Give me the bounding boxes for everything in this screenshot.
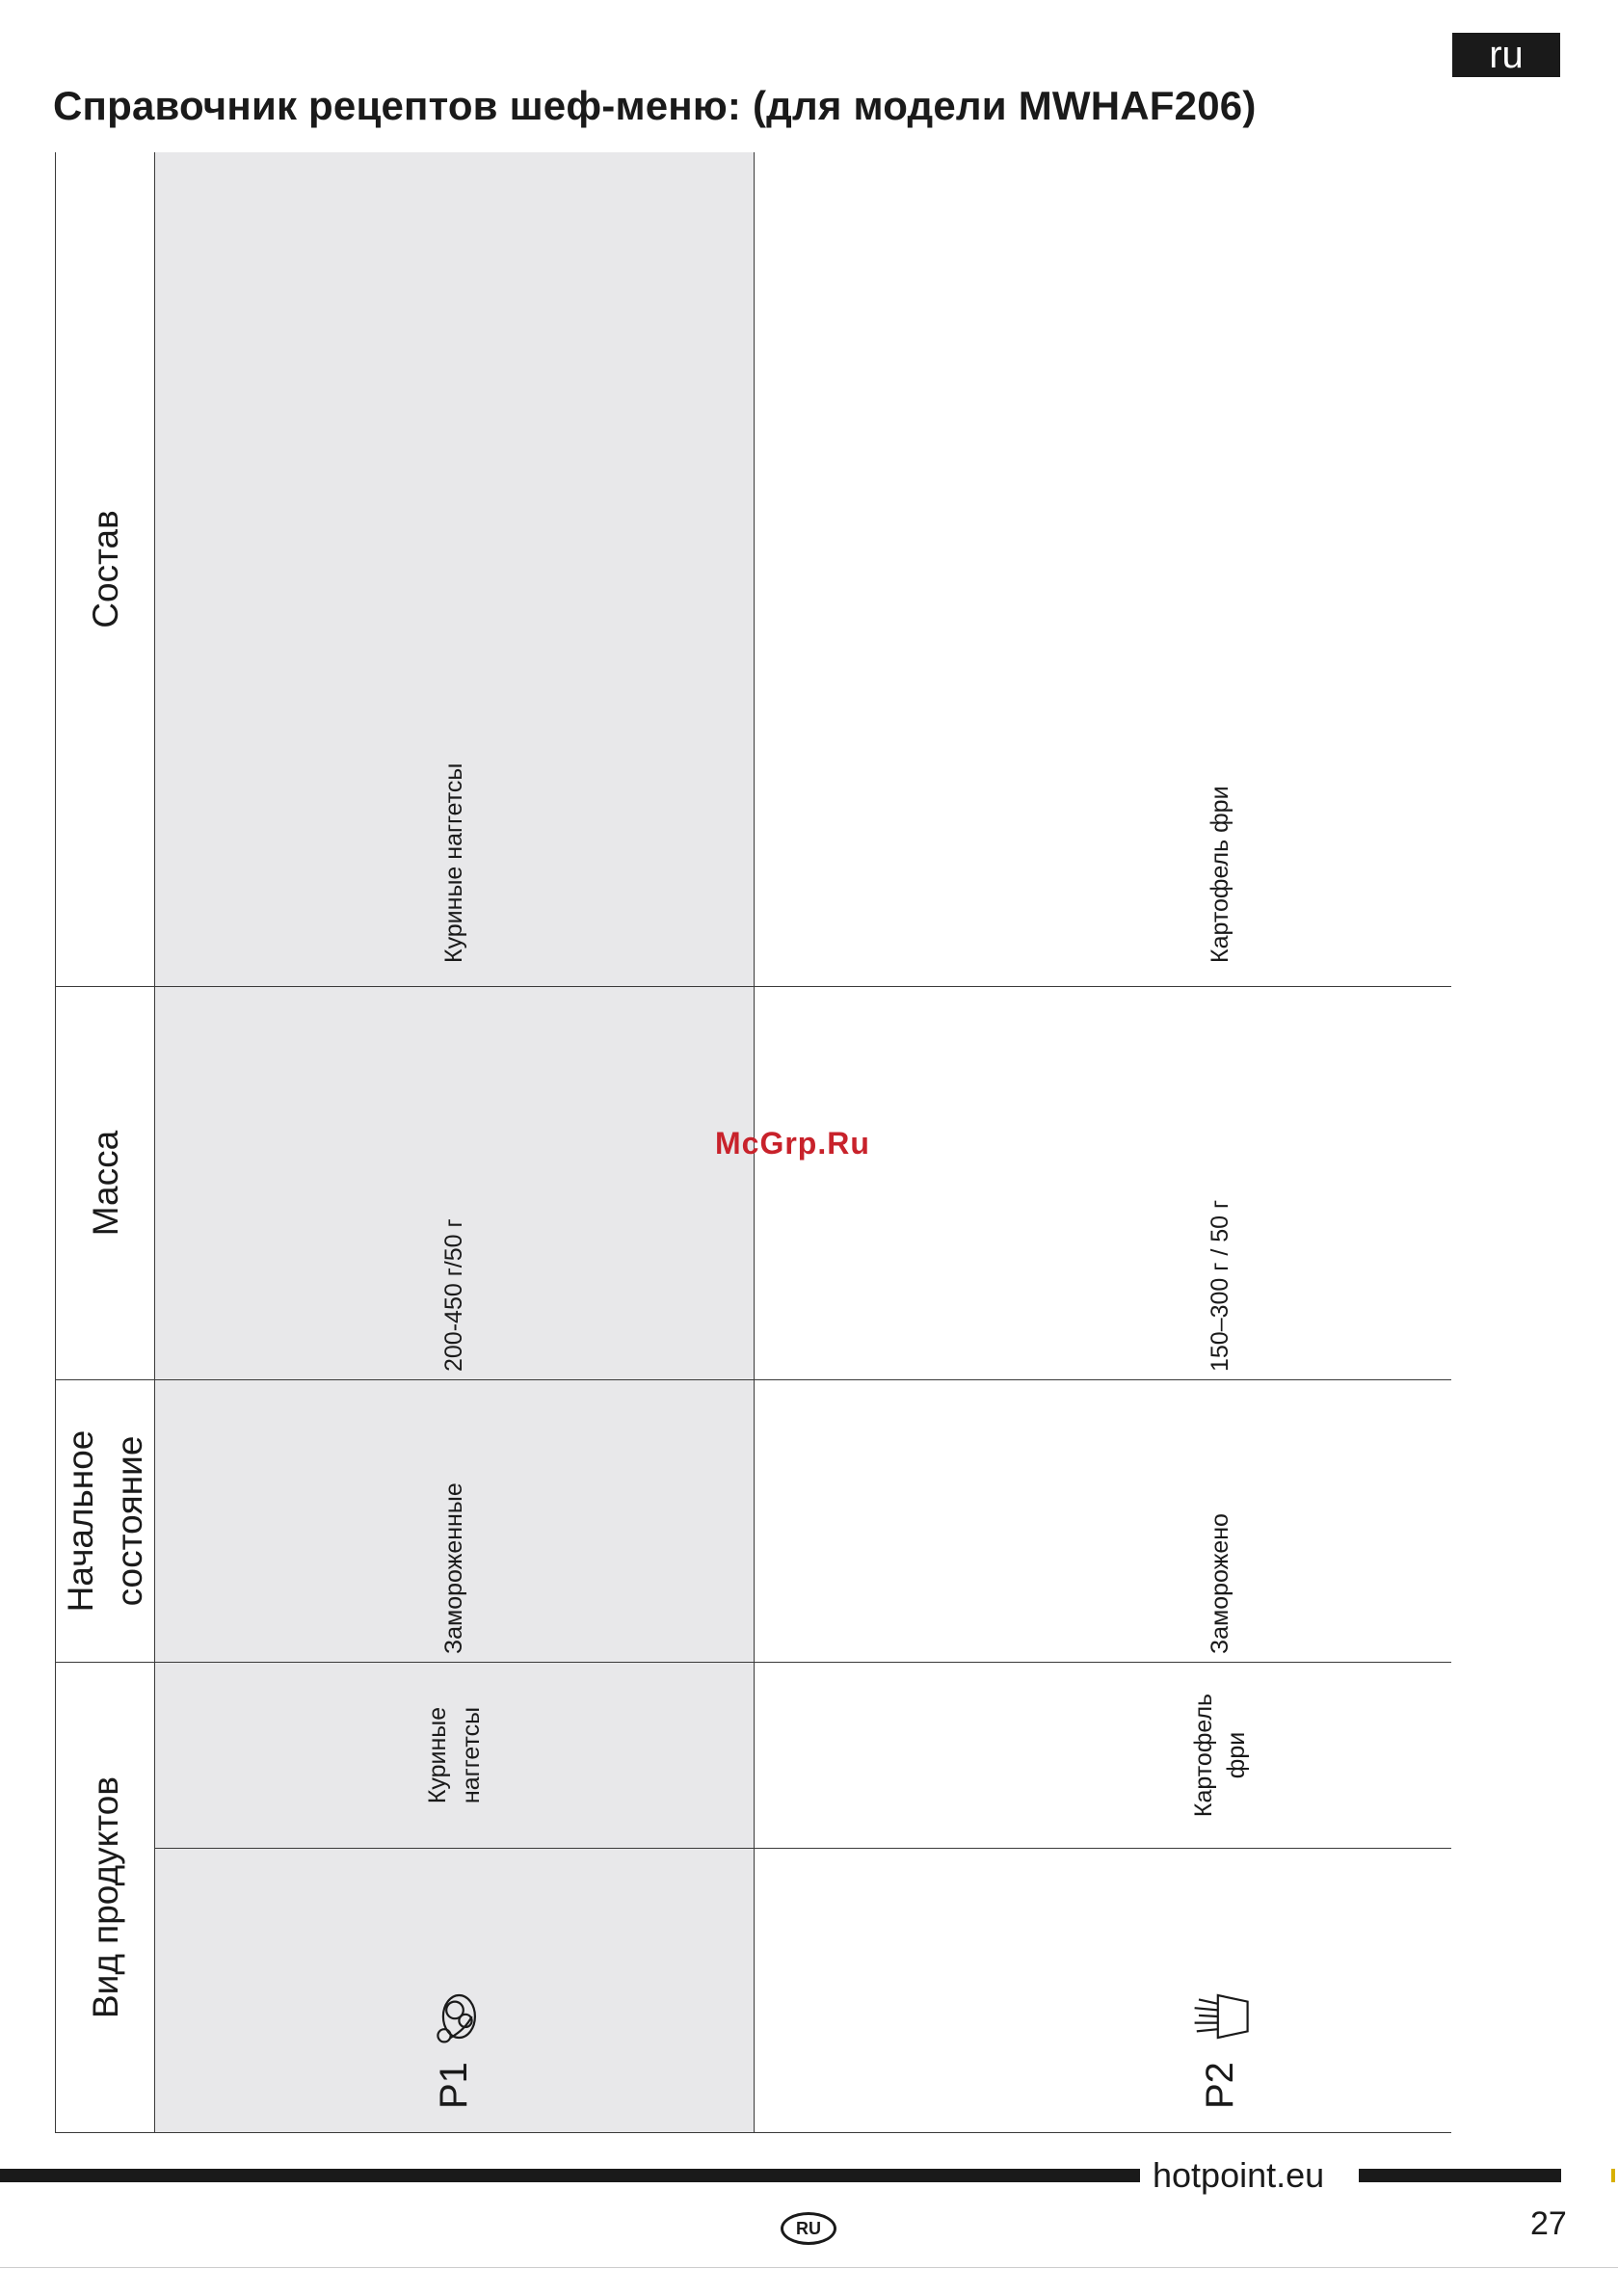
page-edge-line [0, 2267, 1618, 2268]
chicken-icon [423, 1985, 487, 2048]
composition-line: Картофель фри [1206, 786, 1233, 963]
program-code-cell [155, 1849, 755, 2133]
header-composition: Состав [56, 152, 155, 987]
table-row [155, 152, 755, 2133]
composition [155, 152, 755, 987]
composition [755, 152, 1451, 987]
header-mass: Масса [56, 987, 155, 1380]
program-code: P2 [1198, 2062, 1241, 2109]
page-edge-mark [1611, 2169, 1615, 2182]
header-initial-state: Начальное состояние [56, 1380, 155, 1663]
program-code: P1 [433, 2062, 475, 2109]
footer-bar [0, 2169, 1140, 2182]
product-type: Куриные наггетсы [155, 1663, 755, 1849]
product-type: Картофель фри [755, 1663, 1451, 1849]
composition-line: Куриные наггетсы [440, 762, 468, 963]
footer-website: hotpoint.eu [1153, 2155, 1325, 2195]
mass: 200-450 г/50 г [155, 987, 755, 1380]
footer-bar [1359, 2169, 1561, 2182]
fries-icon [1188, 1985, 1252, 2048]
language-mark: RU [781, 2212, 836, 2245]
mass: 150–300 г / 50 г [755, 987, 1451, 1380]
initial-state: Замороженные [155, 1380, 755, 1663]
program-code-cell [755, 1849, 1451, 2133]
page-title: Справочник рецептов шеф-меню: (для модели MWHAF206) [53, 83, 1257, 128]
language-badge: ru [1452, 33, 1560, 77]
watermark: McGrp.Ru [715, 1126, 870, 1161]
header-product-type: Вид продуктов [56, 1663, 155, 2133]
initial-state: Заморожено [755, 1380, 1451, 1663]
page-number: 27 [1530, 2205, 1567, 2242]
table-header-row [56, 152, 155, 2133]
